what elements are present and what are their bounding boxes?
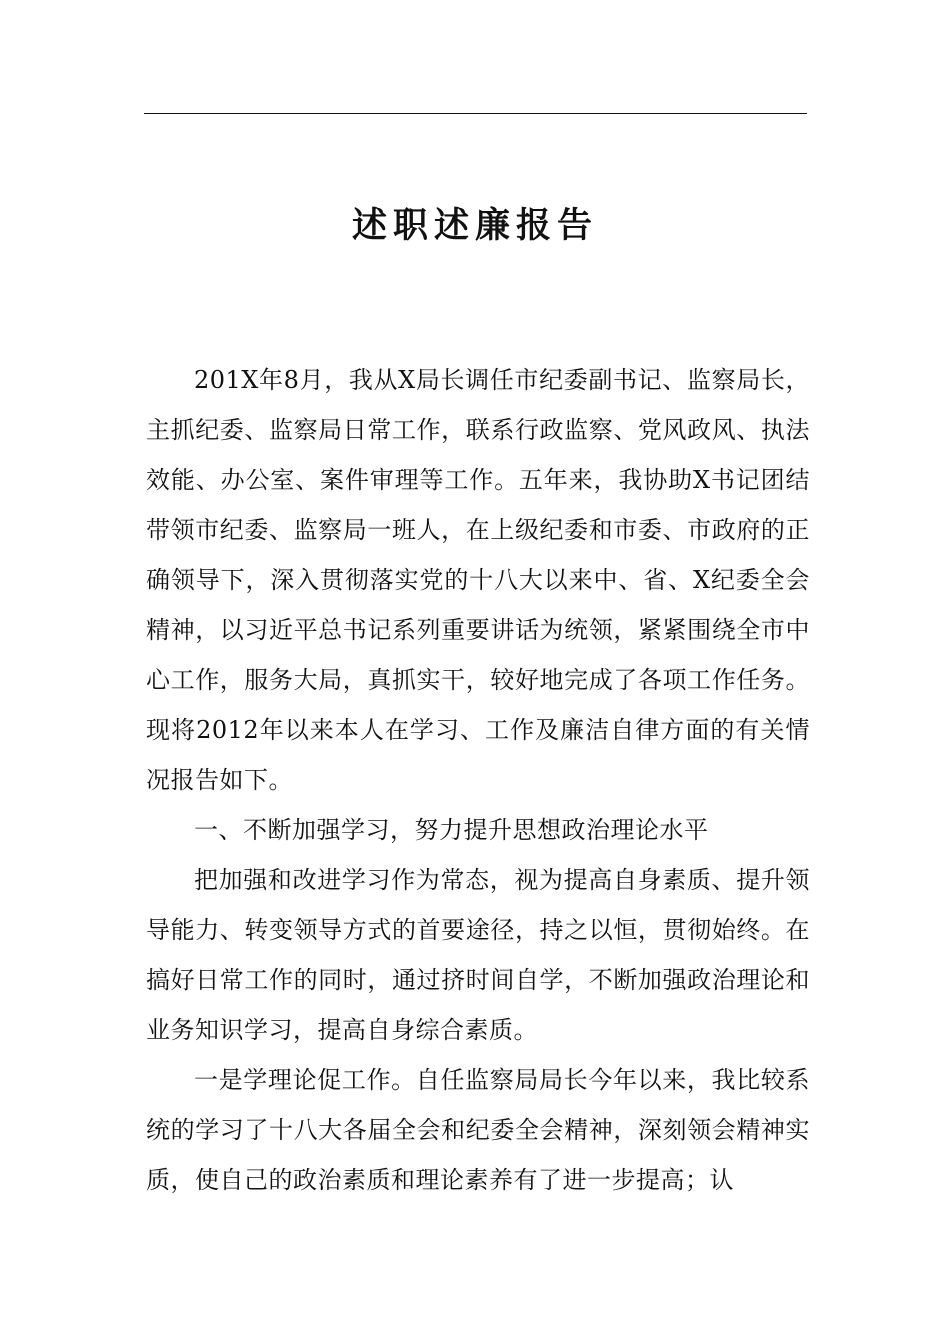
document-body [146,355,810,1205]
paragraph-study: 把加强和改进学习作为常态，视为提高自身素质、提升领导能力、转变领导方式的首要途径，持之以恒，贯彻始终。在搞好日常工作的同时，通过挤时间自学，不断加强政治理论和业务知识学习，提高自身综合素质。 [146,866,810,1044]
document-title: 述职述廉报告 [351,205,598,246]
header-rule [144,113,807,114]
paragraph-theory: 一是学理论促工作。自任监察局局长今年以来，我比较系统的学习了十八大各届全会和纪委全会精神，深刻领会精神实质，使自己的政治素质和理论素养有了进一步提高；认 [146,1066,810,1194]
paragraph-intro: 201X年8月，我从X局长调任市纪委副书记、监察局长，主抓纪委、监察局日常工作，联系行政监察、党风政风、执法效能、办公室、案件审理等工作。五年来，我协助X书记团结带领市纪委、监察局一班人，在上级纪委和市委、市政府的正确领导下，深入贯彻落实党的十八大以来中、省、X纪委全会精神，以习近平总书记系列重要讲话为统领，紧紧围绕全市中心工作，服务大局，真抓实干，较好地完成了各项工作任务。现将2012年以来本人在学习、工作及廉洁自律方面的有关情况报告如下。 [146,366,810,794]
section-heading-1: 一、不断加强学习，努力提升思想政治理论水平 [194,816,709,844]
